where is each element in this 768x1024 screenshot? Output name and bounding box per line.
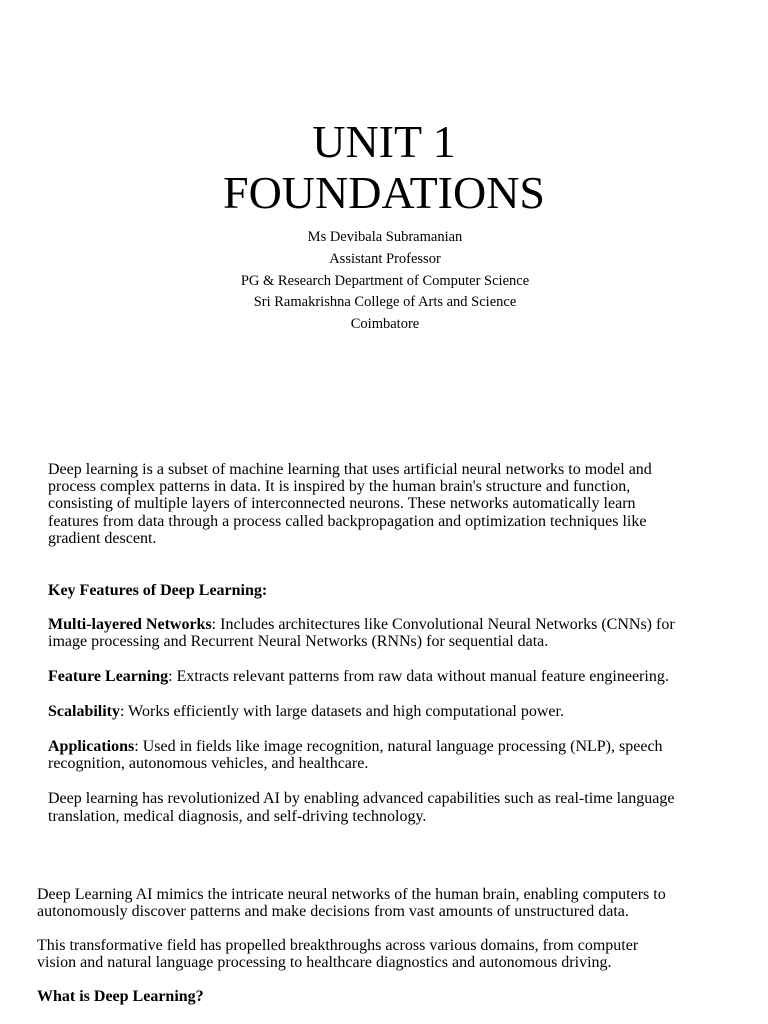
ai-paragraph-1: Deep Learning AI mimics the intricate neural networks of the human brain, enabling computers to autonomously discover patterns and make decisions from vast amounts of unstructured data.	[37, 886, 666, 921]
feature-item-multi-layered	[48, 616, 688, 650]
title-unit: UNIT 1	[312, 116, 456, 167]
intro-paragraph: Deep learning is a subset of machine learning that uses artificial neural networks to model and process complex patterns in data. It is inspired by the human brain's structure and function, consisting of multiple layers of interconnected neurons. These networks automatically learn features from data through a process called backpropagation and optimization techniques like gradient descent.	[48, 461, 652, 547]
title-foundations: FOUNDATIONS	[222, 167, 546, 218]
deep-learning-overview-section	[48, 461, 688, 825]
feature-term: Feature Learning	[48, 667, 169, 685]
title-block	[0, 116, 768, 218]
feature-text: : Works efficiently with large datasets and high computational power.	[120, 702, 564, 720]
author-block	[0, 227, 768, 336]
feature-term: Scalability	[48, 702, 121, 720]
features-heading-text: Key Features of Deep Learning:	[48, 582, 268, 600]
deep-learning-ai-section	[37, 886, 677, 1005]
feature-term: Applications	[48, 738, 135, 756]
author-department: PG & Research Department of Computer Science	[240, 272, 530, 289]
features-heading	[48, 582, 688, 599]
feature-item-scalability	[48, 703, 688, 720]
ai-paragraph-2: This transformative field has propelled breakthroughs across various domains, from computer vision and natural language processing to healthcare diagnostics and autonomous driving.	[37, 936, 639, 972]
author-designation: Assistant Professor	[329, 250, 441, 267]
author-name: Ms Devibala Subramanian	[307, 229, 463, 245]
what-is-deep-learning-text: What is Deep Learning?	[37, 987, 204, 1005]
conclusion-paragraph: Deep learning has revolutionized AI by enabling advanced capabilities such as real-time language translation, medical diagnosis, and self-driving technology.	[48, 790, 675, 825]
what-is-deep-learning-heading	[37, 988, 677, 1005]
author-city: Coimbatore	[350, 316, 420, 333]
feature-item-feature-learning	[48, 668, 688, 685]
author-college: Sri Ramakrishna College of Arts and Science	[253, 294, 517, 311]
feature-text: : Used in fields like image recognition, natural language processing (NLP), speech recognition, autonomous vehicles, and healthcare.	[48, 738, 663, 773]
feature-text: : Includes architectures like Convolutional Neural Networks (CNNs) for image processing and Recurrent Neural Networks (RNNs) for sequential data.	[48, 616, 675, 651]
feature-item-applications	[48, 738, 688, 772]
feature-term: Multi-layered Networks	[48, 616, 212, 634]
feature-text: : Extracts relevant patterns from raw data without manual feature engineering.	[168, 667, 669, 685]
